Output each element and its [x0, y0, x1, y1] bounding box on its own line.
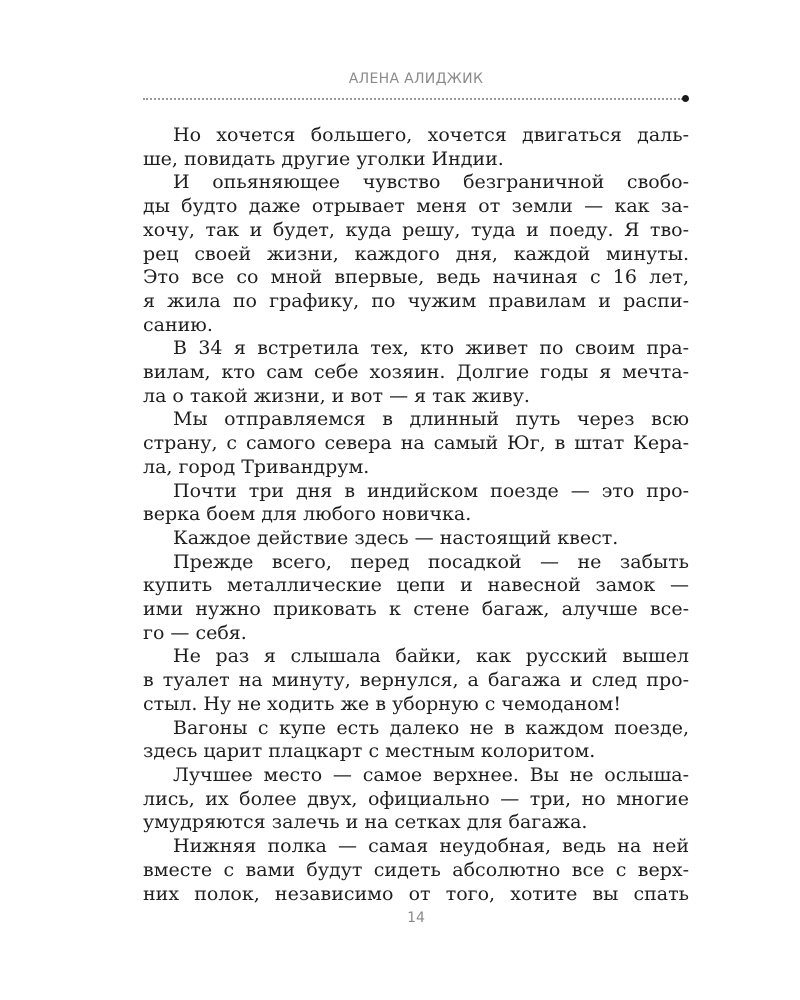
- text-line: Мы отправляемся в длинный путь через всю: [173, 408, 689, 431]
- text-line: стыл. Ну не ходить же в уборную с чемоданом!: [143, 692, 621, 715]
- text-line: купить металлические цепи и навесной замок —: [143, 574, 689, 597]
- text-line: В 34 я встретила тех, кто живет по своим пра-: [173, 337, 689, 360]
- text-line: в туалет на минуту, вернулся, а багажа и след про-: [143, 669, 689, 692]
- text-line: ше, повидать другие уголки Индии.: [143, 147, 504, 170]
- text-line: умудряются залечь и на сетках для багажа.: [143, 811, 588, 834]
- text-line: хочу, так и будет, куда решу, туда и поеду. Я тво-: [143, 218, 689, 241]
- text-line: вместе с вами будут сидеть абсолютно все с верх-: [143, 858, 689, 881]
- text-line: вилам, кто сам себе хозяин. Долгие годы я мечта-: [143, 361, 689, 384]
- text-line: Но хочется большего, хочется двигаться даль-: [173, 124, 689, 146]
- paragraph: [143, 527, 689, 551]
- text-line: Прежде всего, перед посадкой — не забыть: [173, 550, 689, 573]
- page-number: 14: [407, 910, 425, 926]
- text-line: санию.: [143, 313, 213, 336]
- paragraph: [143, 408, 689, 479]
- text-line: верка боем для любого новичка.: [143, 503, 472, 526]
- header-author: АЛЕНА АЛИДЖИК: [348, 71, 484, 87]
- text-line: И опьяняющее чувство безграничной свобо-: [173, 171, 689, 194]
- text-line: Это все со мной впервые, ведь начиная с 16 лет,: [143, 266, 689, 289]
- text-line: Лучшее место — самое верхнее. Вы не ослыша-: [173, 763, 689, 786]
- header-dotted-rule: [143, 98, 683, 100]
- paragraph: [143, 480, 689, 527]
- text-line: Не раз я слышала байки, как русский вышел: [173, 645, 689, 668]
- paragraph: [143, 551, 689, 646]
- paragraph: [143, 835, 689, 906]
- paragraph: [143, 171, 689, 337]
- paragraph: [143, 764, 689, 835]
- paragraph: [143, 717, 689, 764]
- text-line: рец своей жизни, каждого дня, каждой минуты.: [143, 242, 689, 265]
- text-line: лись, их более двух, официально — три, но многие: [143, 787, 689, 810]
- text-line: Нижняя полка — самая неудобная, ведь на ней: [173, 835, 689, 858]
- text-line: них полок, независимо от того, хотите вы спать: [143, 882, 689, 905]
- text-line: страну, с самого севера на самый Юг, в штат Кера-: [143, 432, 689, 455]
- text-line: ды будто даже отрывает меня от земли — как за-: [143, 195, 689, 218]
- text-line: я жила по графику, по чужим правилам и распи-: [143, 289, 689, 312]
- text-line: Почти три дня в индийском поезде — это про-: [173, 479, 689, 502]
- paragraph: [143, 645, 689, 716]
- paragraph: [143, 124, 689, 171]
- text-line: ла, город Тривандрум.: [143, 455, 370, 478]
- text-line: Каждое действие здесь — настоящий квест.: [173, 526, 619, 549]
- text-line: здесь царит плацкарт с местным колоритом.: [143, 740, 596, 763]
- body-text: [143, 124, 689, 906]
- text-line: Вагоны с купе есть далеко не в каждом поезде,: [173, 716, 689, 739]
- text-line: ими нужно приковать к стене багаж, алучше все-: [143, 598, 689, 621]
- text-line: го — себя.: [143, 621, 247, 644]
- running-header: [143, 70, 689, 104]
- paragraph: [143, 337, 689, 408]
- header-bullet-icon: [682, 95, 689, 102]
- text-line: ла о такой жизни, и вот — я так живу.: [143, 384, 530, 407]
